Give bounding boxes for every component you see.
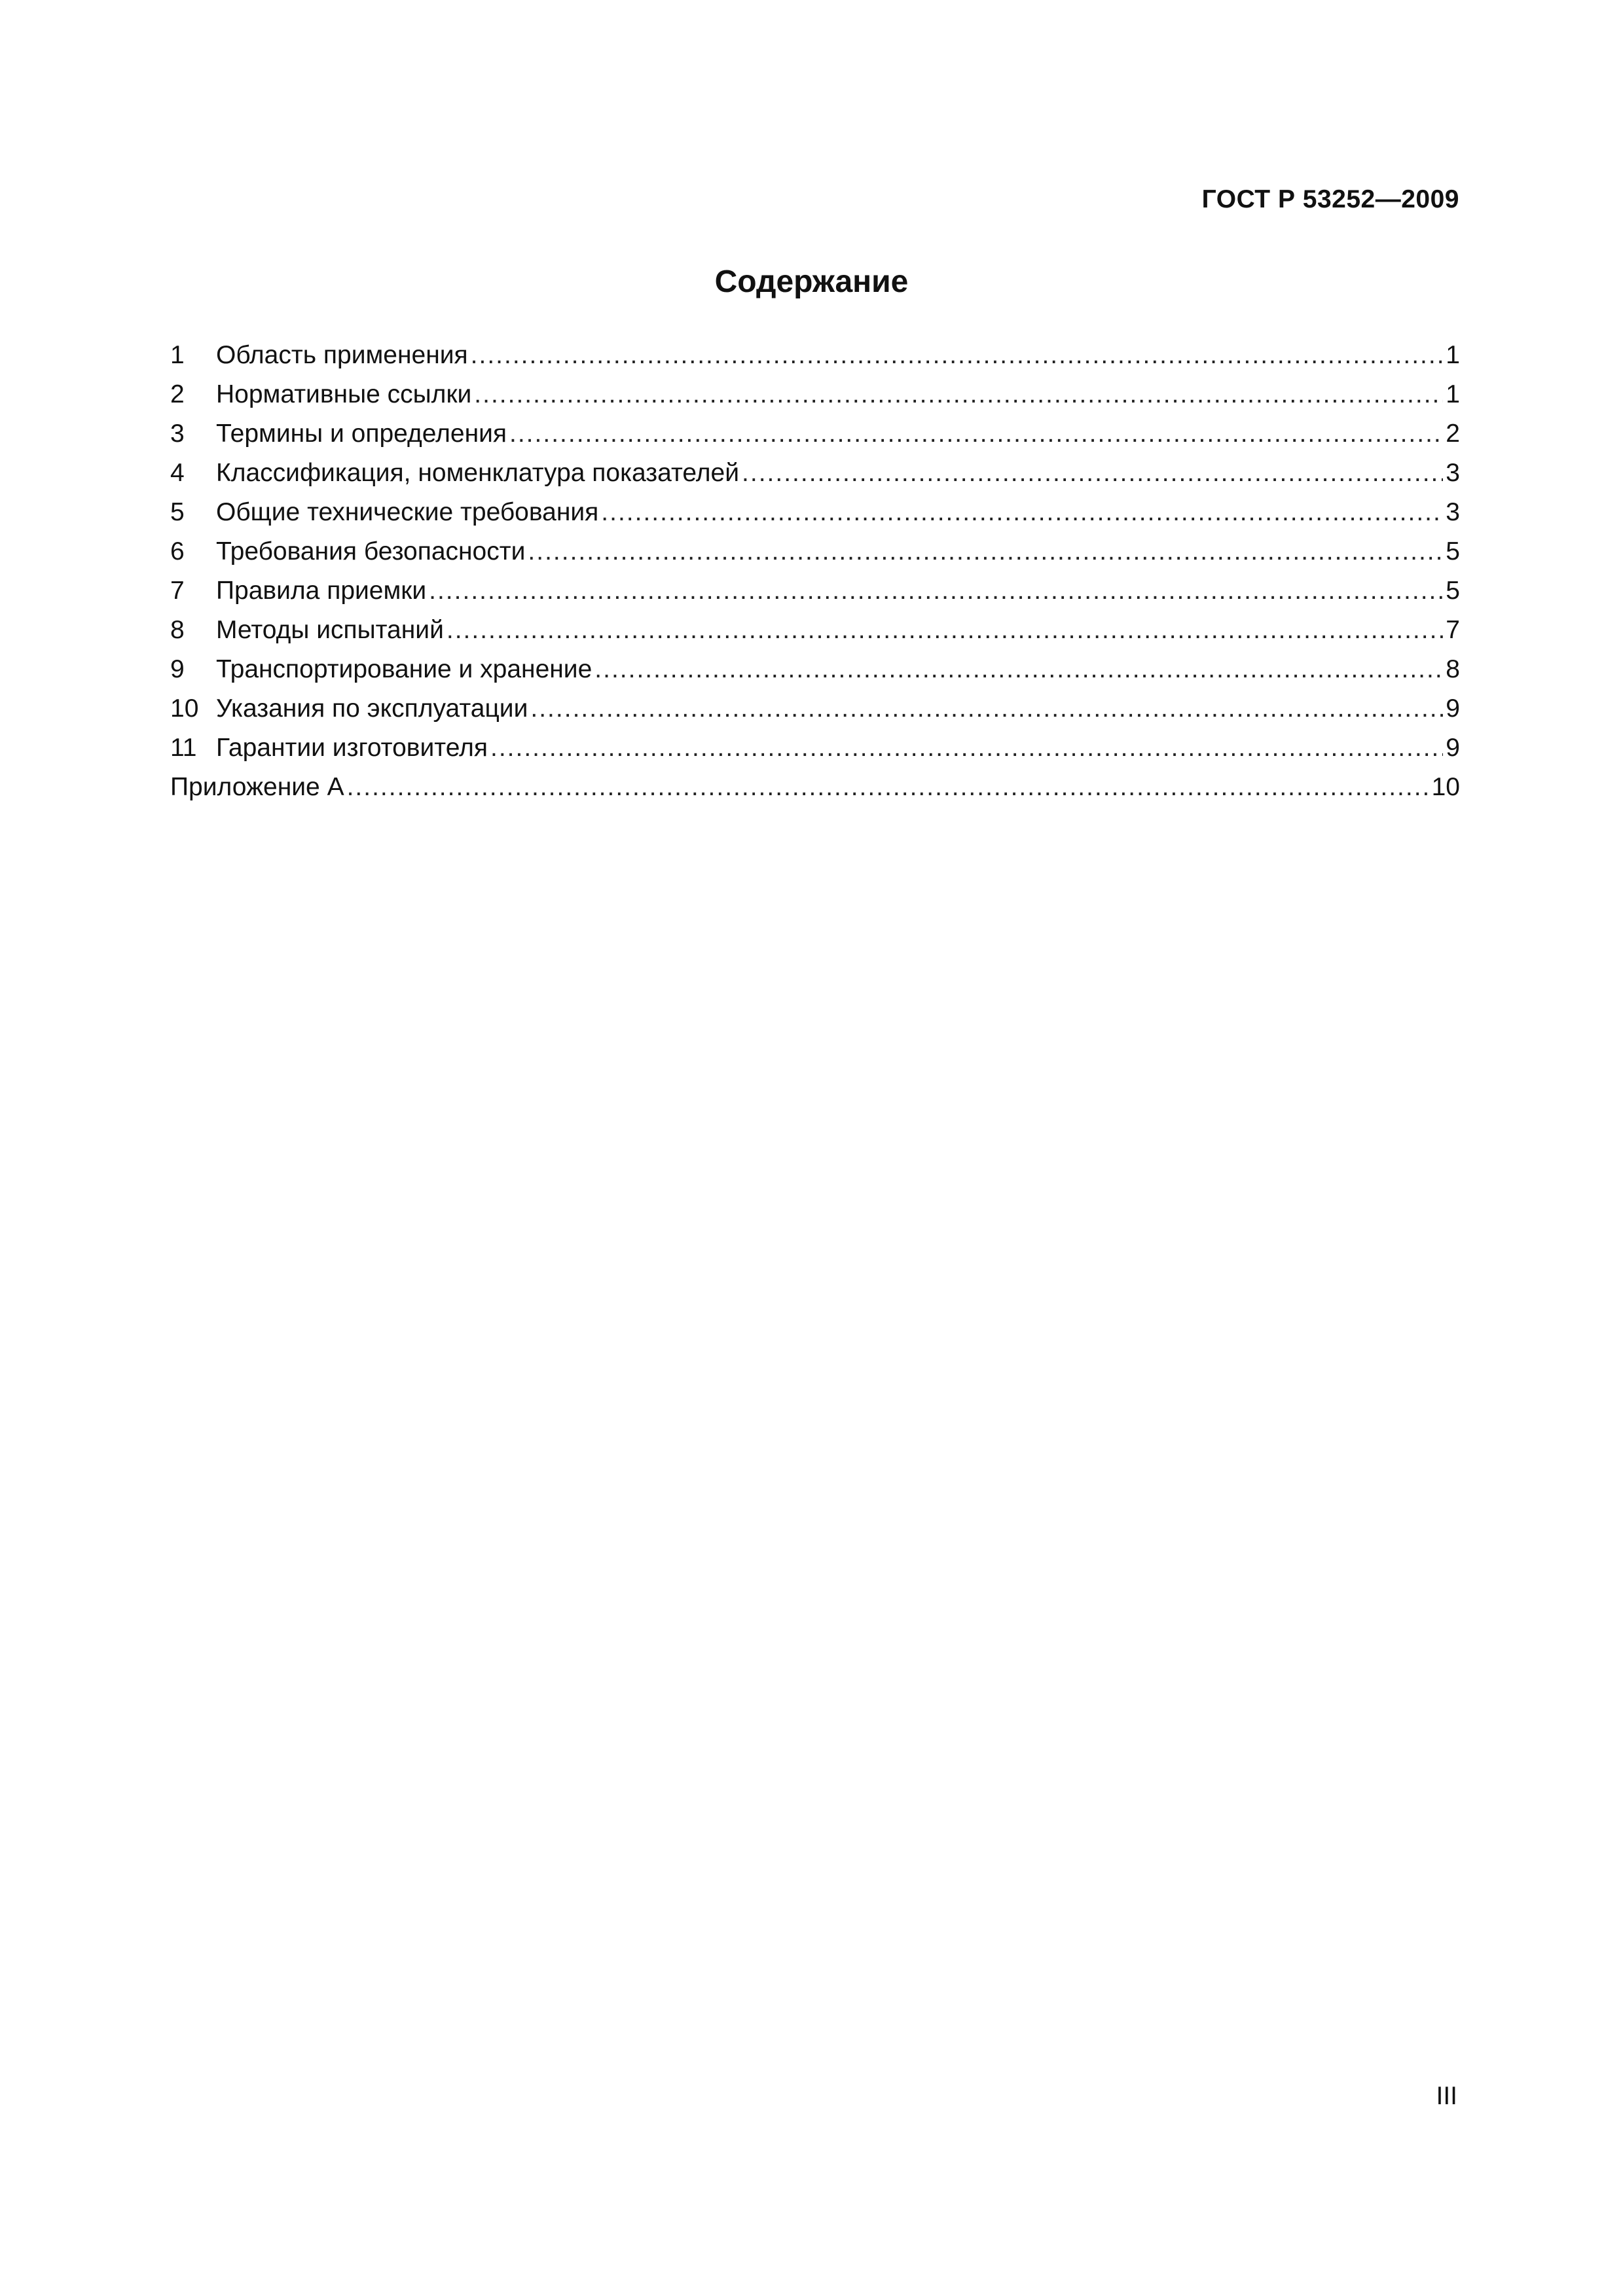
toc-entry-label: Термины и определения (216, 420, 507, 448)
dot-leader (347, 768, 1429, 807)
toc-entry-number: 7 (170, 577, 185, 605)
dot-leader (528, 532, 1443, 571)
toc-entry-label: Нормативные ссылки (216, 380, 472, 408)
toc-entry-page: 10 (1431, 773, 1460, 801)
toc-entry-page: 7 (1446, 616, 1460, 644)
table-of-contents (170, 336, 1460, 807)
dot-leader (429, 571, 1443, 611)
dot-leader (601, 493, 1443, 532)
toc-entry-label: Общие технические требования (216, 498, 599, 526)
toc-entry-number: 2 (170, 380, 185, 408)
toc-entry-page: 1 (1446, 380, 1460, 408)
toc-entry-label: Методы испытаний (216, 616, 444, 644)
toc-entry-page: 3 (1446, 498, 1460, 526)
toc-entry-number: 10 (170, 694, 199, 723)
toc-entry-4[interactable] (170, 454, 1460, 493)
toc-entry-page: 5 (1446, 577, 1460, 605)
dot-leader (509, 414, 1443, 454)
toc-entry-11[interactable] (170, 728, 1460, 768)
dot-leader (447, 611, 1443, 650)
toc-entry-label: Приложение А (170, 773, 344, 801)
page-number: III (1436, 2082, 1457, 2110)
dot-leader (474, 375, 1443, 414)
toc-entry-label: Гарантии изготовителя (216, 734, 488, 762)
toc-entry-9[interactable] (170, 650, 1460, 689)
toc-entry-7[interactable] (170, 571, 1460, 611)
toc-entry-page: 9 (1446, 734, 1460, 762)
toc-entry-label: Область применения (216, 341, 468, 369)
toc-entry-number: 4 (170, 459, 185, 487)
toc-entry-6[interactable] (170, 532, 1460, 571)
toc-entry-page: 5 (1446, 537, 1460, 565)
toc-title: Содержание (714, 264, 909, 299)
toc-entry-5[interactable] (170, 493, 1460, 532)
dot-leader (471, 336, 1444, 375)
toc-entry-number: 5 (170, 498, 185, 526)
toc-entry-label: Требования безопасности (216, 537, 526, 565)
toc-entry-page: 9 (1446, 694, 1460, 723)
toc-entry-1[interactable] (170, 336, 1460, 375)
toc-entry-page: 2 (1446, 420, 1460, 448)
toc-entry-label: Транспортирование и хранение (216, 655, 593, 683)
toc-entry-3[interactable] (170, 414, 1460, 454)
toc-entry-number: 6 (170, 537, 185, 565)
toc-entry-number: 9 (170, 655, 185, 683)
toc-entry-8[interactable] (170, 611, 1460, 650)
toc-entry-page: 1 (1446, 341, 1460, 369)
dot-leader (530, 689, 1443, 728)
toc-entry-label: Правила приемки (216, 577, 427, 605)
toc-entry-number: 3 (170, 420, 185, 448)
dot-leader (742, 454, 1443, 493)
toc-entry-page: 3 (1446, 459, 1460, 487)
toc-entry-2[interactable] (170, 375, 1460, 414)
dot-leader (594, 650, 1443, 689)
toc-entry-label: Указания по эксплуатации (216, 694, 528, 723)
toc-entry-number: 11 (170, 734, 197, 762)
toc-entry-page: 8 (1446, 655, 1460, 683)
toc-entry-10[interactable] (170, 689, 1460, 728)
toc-entry-appendix-a[interactable] (170, 768, 1460, 807)
dot-leader (490, 728, 1443, 768)
toc-entry-label: Классификация, номенклатура показателей (216, 459, 740, 487)
toc-entry-number: 8 (170, 616, 185, 644)
toc-entry-number: 1 (170, 341, 185, 369)
document-code: ГОСТ Р 53252—2009 (1201, 185, 1459, 213)
